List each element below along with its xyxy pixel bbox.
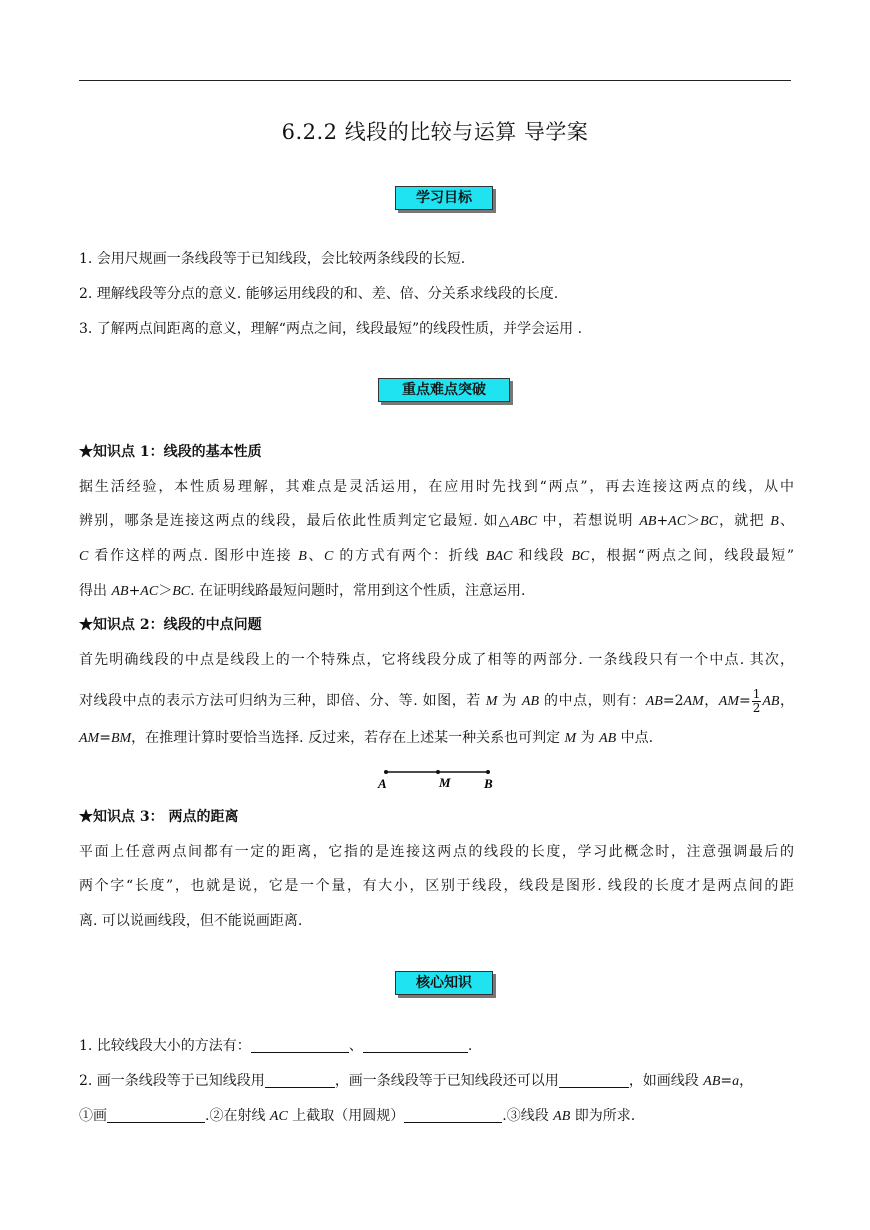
section-core: 核心知识 <box>395 971 493 995</box>
kp1-line-4: 得出 AB+AC＞BC. 在证明线路最短问题时，常用到这个性质，注意运用. <box>79 583 526 599</box>
section-objectives: 学习目标 <box>395 186 493 210</box>
kp2-line-2: 对线段中点的表示方法可归纳为三种，即倍、分、等. 如图，若 M 为 AB 的中点，则有：AB=2AM，AM= $\frac{1}{2}$ AB， <box>79 686 794 715</box>
core-question-2: 2. 画一条线段等于已知线段用 ，画一条线段等于已知线段还可以用 ，如画线段 AB=a， <box>79 1073 754 1089</box>
kp1-line-3: C 看作这样的两点. 图形中连接 B、C 的方式有两个：折线 BAC 和线段 BC，根据“两点之间，线段最短” <box>79 548 794 564</box>
kp1-line-1: 据生活经验，本性质易理解，其难点是灵活运用，在应用时先找到“两点”，再去连接这两点的线，从中 <box>79 479 794 495</box>
label-b: B <box>484 776 493 791</box>
core-question-3: ①画 .②在射线 AC 上截取（用圆规） .③线段 AB 即为所求. <box>79 1108 636 1124</box>
kp3-heading: ★知识点 3： 两点的距离 <box>79 809 239 825</box>
page-title: 6.2.2 线段的比较与运算 导学案 <box>281 120 589 144</box>
point-b <box>486 770 490 774</box>
answer-blank[interactable] <box>265 1073 335 1088</box>
kp2-line-1: 首先明确线段的中点是线段上的一个特殊点，它将线段分成了相等的两部分. 一条线段只有一个中点. 其次， <box>79 652 794 668</box>
kp1-line-2: 辨别，哪条是连接这两点的线段，最后依此性质判定它最短. 如△ABC 中，若想说明 AB+AC＞BC，就把 B、 <box>79 513 794 529</box>
answer-blank[interactable] <box>107 1108 205 1123</box>
answer-blank[interactable] <box>404 1108 502 1123</box>
kp3-line-2: 两个字“长度”，也就是说，它是一个量，有大小，区别于线段，线段是图形. 线段的长度才是两点间的距 <box>79 878 794 894</box>
kp3-line-3: 离. 可以说画线段，但不能说画距离. <box>79 913 303 929</box>
point-a <box>384 770 388 774</box>
section-key-points: 重点难点突破 <box>378 378 510 402</box>
kp2-line-3: AM=BM，在推理计算时要恰当选择. 反过来，若存在上述某一种关系也可判定 M 为 AB 中点. <box>79 730 654 746</box>
label-a: A <box>378 776 387 791</box>
kp1-heading: ★知识点 1：线段的基本性质 <box>79 444 262 460</box>
answer-blank[interactable] <box>559 1073 629 1088</box>
answer-blank[interactable] <box>251 1038 349 1053</box>
kp3-line-1: 平面上任意两点间都有一定的距离，它指的是连接这两点的线段的长度，学习此概念时，注意强调最后的 <box>79 844 794 860</box>
objective-2: 2. 理解线段等分点的意义. 能够运用线段的和、差、倍、分关系求线段的长度. <box>79 286 559 302</box>
kp2-heading: ★知识点 2：线段的中点问题 <box>79 617 262 633</box>
segment-figure <box>376 764 496 794</box>
answer-blank[interactable] <box>363 1038 468 1053</box>
header-rule <box>79 80 791 81</box>
objective-3: 3. 了解两点间距离的意义，理解“两点之间，线段最短”的线段性质，并学会运用 . <box>79 321 583 337</box>
point-m <box>436 770 440 774</box>
objective-1: 1. 会用尺规画一条线段等于已知线段，会比较两条线段的长短. <box>79 251 466 267</box>
label-m: M <box>439 775 451 790</box>
fraction-one-half: $\frac{1}{2}$ <box>752 686 761 715</box>
core-question-1: 1. 比较线段大小的方法有： 、 . <box>79 1038 473 1054</box>
